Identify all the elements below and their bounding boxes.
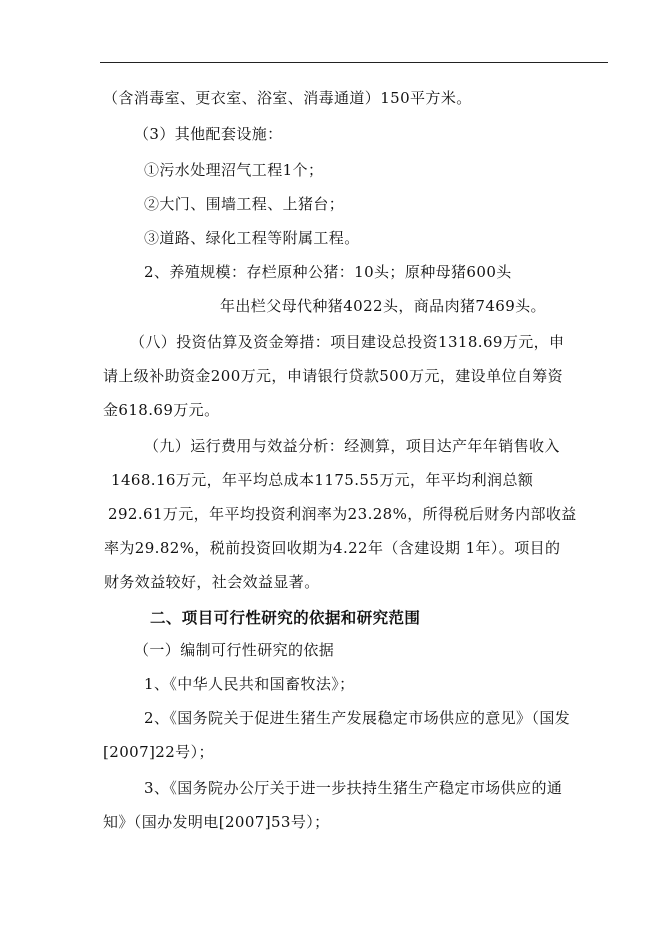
text-line-reference-3b: 知》（国办发明电[2007]53号）； xyxy=(103,813,330,831)
text-line-breeding-scale: 2、养殖规模：存栏原种公猪：10头；原种母猪600头 xyxy=(144,263,512,281)
text-line-benefit-2: 1468.16万元，年平均总成本1175.55万元，年平均利润总额 xyxy=(111,471,534,489)
text-line-investment-2: 请上级补助资金200万元，申请银行贷款500万元，建设单位自筹资 xyxy=(103,367,564,385)
text-line-reference-3a: 3、《国务院办公厅关于进一步扶持生猪生产稳定市场供应的通 xyxy=(144,779,563,797)
text-line-other-facilities-heading: （3）其他配套设施： xyxy=(134,125,283,143)
text-line-reference-1: 1、《中华人民共和国畜牧法》； xyxy=(144,675,355,693)
text-line-investment-3: 金618.69万元。 xyxy=(103,401,220,419)
text-line-benefit-3: 292.61万元，年平均投资利润率为23.28%，所得税后财务内部收益 xyxy=(108,505,577,523)
text-line-benefit-5: 财务效益较好，社会效益显著。 xyxy=(104,573,320,591)
text-line-annual-output: 年出栏父母代种猪4022头，商品肉猪7469头。 xyxy=(220,297,546,315)
text-line-reference-2a: 2、《国务院关于促进生猪生产发展稳定市场供应的意见》（国发 xyxy=(144,709,571,727)
text-line-reference-2b: [2007]22号）； xyxy=(103,743,214,761)
header-rule xyxy=(100,62,608,63)
text-line-roads-greening: ③道路、绿化工程等附属工程。 xyxy=(144,229,360,247)
text-line-benefit-4: 率为29.82%，税前投资回收期为4.22年（含建设期 1年）。项目的 xyxy=(104,539,561,557)
text-line-facilities-area: （含消毒室、更衣室、浴室、消毒通道）150平方米。 xyxy=(103,89,472,107)
text-line-benefit-1: （九）运行费用与效益分析：经测算，项目达产年年销售收入 xyxy=(144,437,560,455)
text-line-investment-1: （八）投资估算及资金筹措：项目建设总投资1318.69万元，申 xyxy=(130,333,565,351)
text-line-gate-wall: ②大门、围墙工程、上猪台； xyxy=(144,195,345,213)
text-line-basis-heading: （一）编制可行性研究的依据 xyxy=(134,641,335,659)
text-line-biogas-project: ①污水处理沼气工程1个； xyxy=(144,161,324,179)
section-heading-basis-scope: 二、项目可行性研究的依据和研究范围 xyxy=(150,609,421,627)
